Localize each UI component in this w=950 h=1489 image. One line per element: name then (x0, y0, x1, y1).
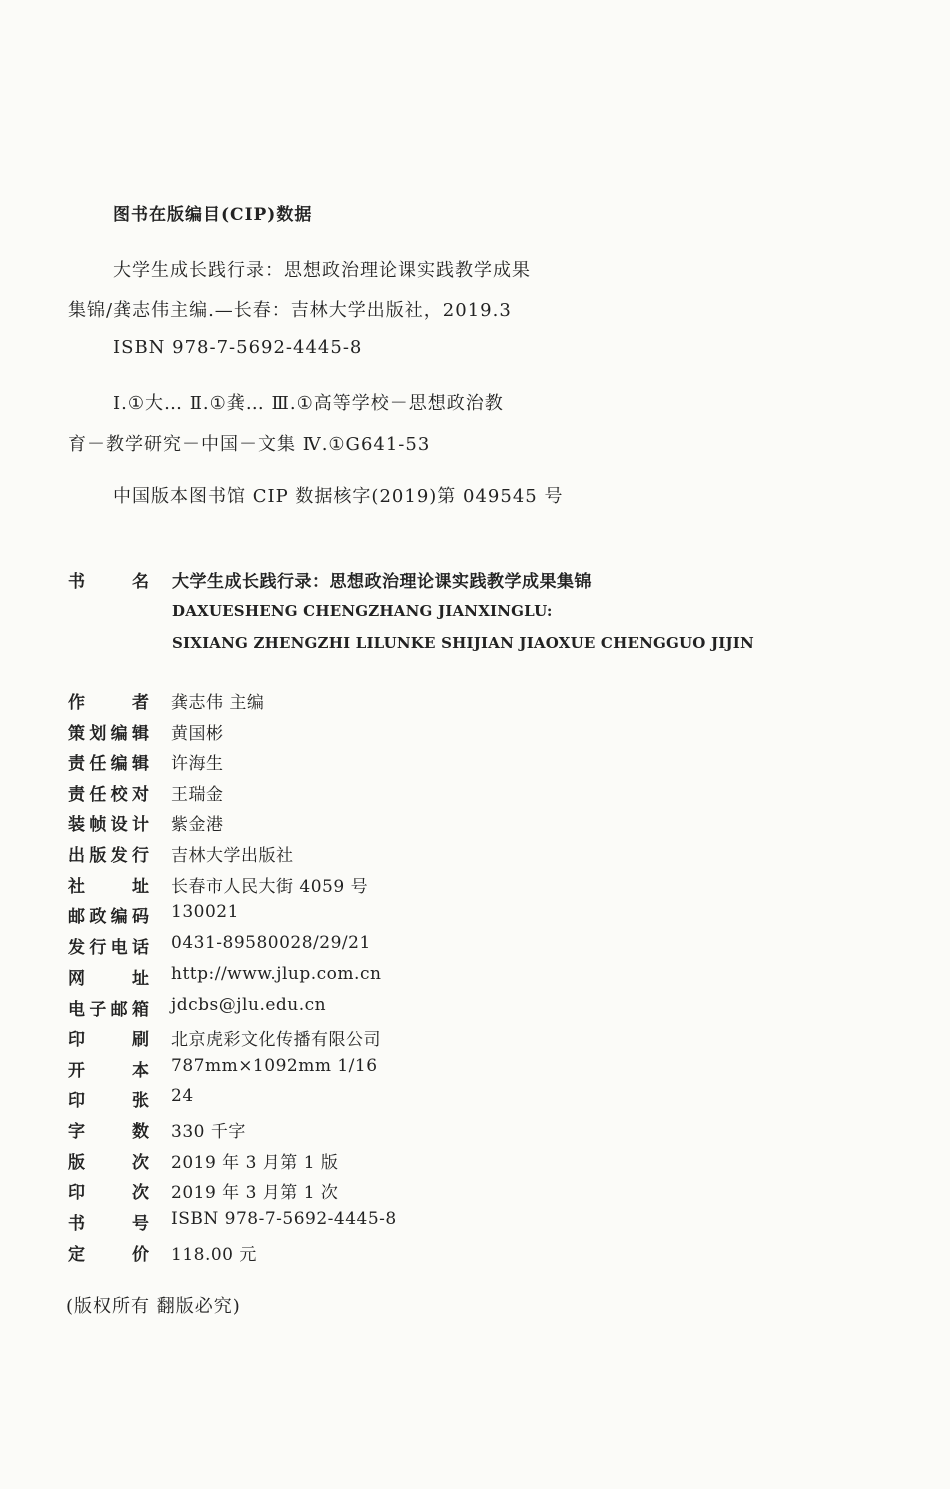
cip-line-2: 集锦/龚志伟主编.—长春：吉林大学出版社，2019.3 (68, 300, 512, 321)
detail-label: 社址 (68, 877, 150, 897)
detail-label: 开本 (68, 1061, 150, 1081)
detail-value: 787mm×1092mm 1/16 (171, 1056, 378, 1076)
detail-value: 长春市人民大街 4059 号 (171, 877, 369, 897)
detail-value: 118.00 元 (171, 1245, 257, 1265)
cip-line-6: 中国版本图书馆 CIP 数据核字(2019)第 049545 号 (113, 486, 564, 507)
detail-value: 许海生 (171, 754, 224, 774)
copyright-notice: (版权所有 翻版必究) (66, 1296, 241, 1317)
detail-label: 印张 (68, 1091, 150, 1111)
detail-label: 策划编辑 (68, 724, 150, 744)
detail-label: 作者 (68, 693, 150, 713)
detail-label: 出版发行 (68, 846, 150, 866)
detail-value: 黄国彬 (171, 724, 224, 744)
detail-label: 网址 (68, 969, 150, 989)
detail-label: 责任编辑 (68, 754, 150, 774)
detail-value: 龚志伟 主编 (171, 693, 265, 713)
detail-value: 王瑞金 (171, 785, 224, 805)
detail-value: 0431-89580028/29/21 (171, 933, 371, 953)
detail-label: 版次 (68, 1153, 150, 1173)
detail-label: 邮政编码 (68, 907, 150, 927)
cip-line-1: 大学生成长践行录：思想政治理论课实践教学成果 (113, 260, 531, 281)
detail-value: 130021 (171, 902, 239, 922)
detail-label: 责任校对 (68, 785, 150, 805)
detail-value: 吉林大学出版社 (171, 846, 294, 866)
book-title-label: 书 名 (68, 572, 150, 592)
book-title-en-2: SIXIANG ZHENGZHI LILUNKE SHIJIAN JIAOXUE CHENGGUO JIJIN (172, 634, 754, 652)
cip-line-5: 育－教学研究－中国－文集 Ⅳ.①G641-53 (68, 434, 431, 455)
detail-value: 330 千字 (171, 1122, 246, 1142)
detail-value: 紫金港 (171, 815, 224, 835)
detail-label: 发行电话 (68, 938, 150, 958)
detail-label: 印刷 (68, 1030, 150, 1050)
detail-label: 书号 (68, 1214, 150, 1234)
detail-value: http://www.jlup.com.cn (171, 964, 382, 984)
detail-value: 2019 年 3 月第 1 版 (171, 1153, 339, 1173)
cip-line-4: Ⅰ.①大… Ⅱ.①龚… Ⅲ.①高等学校－思想政治教 (113, 393, 504, 414)
detail-value: 北京虎彩文化传播有限公司 (171, 1030, 381, 1050)
book-title-cn: 大学生成长践行录：思想政治理论课实践教学成果集锦 (172, 572, 592, 592)
book-title-en-1: DAXUESHENG CHENGZHANG JIANXINGLU: (172, 602, 553, 620)
detail-label: 电子邮箱 (68, 1000, 150, 1020)
detail-label: 字数 (68, 1122, 150, 1142)
detail-value: ISBN 978-7-5692-4445-8 (171, 1209, 397, 1229)
detail-value: 24 (171, 1086, 194, 1106)
detail-label: 装帧设计 (68, 815, 150, 835)
detail-value: 2019 年 3 月第 1 次 (171, 1183, 339, 1203)
detail-label: 印次 (68, 1183, 150, 1203)
cip-isbn: ISBN 978-7-5692-4445-8 (113, 337, 363, 358)
cip-heading: 图书在版编目(CIP)数据 (113, 205, 313, 225)
detail-label: 定价 (68, 1245, 150, 1265)
detail-value: jdcbs@jlu.edu.cn (171, 995, 327, 1015)
